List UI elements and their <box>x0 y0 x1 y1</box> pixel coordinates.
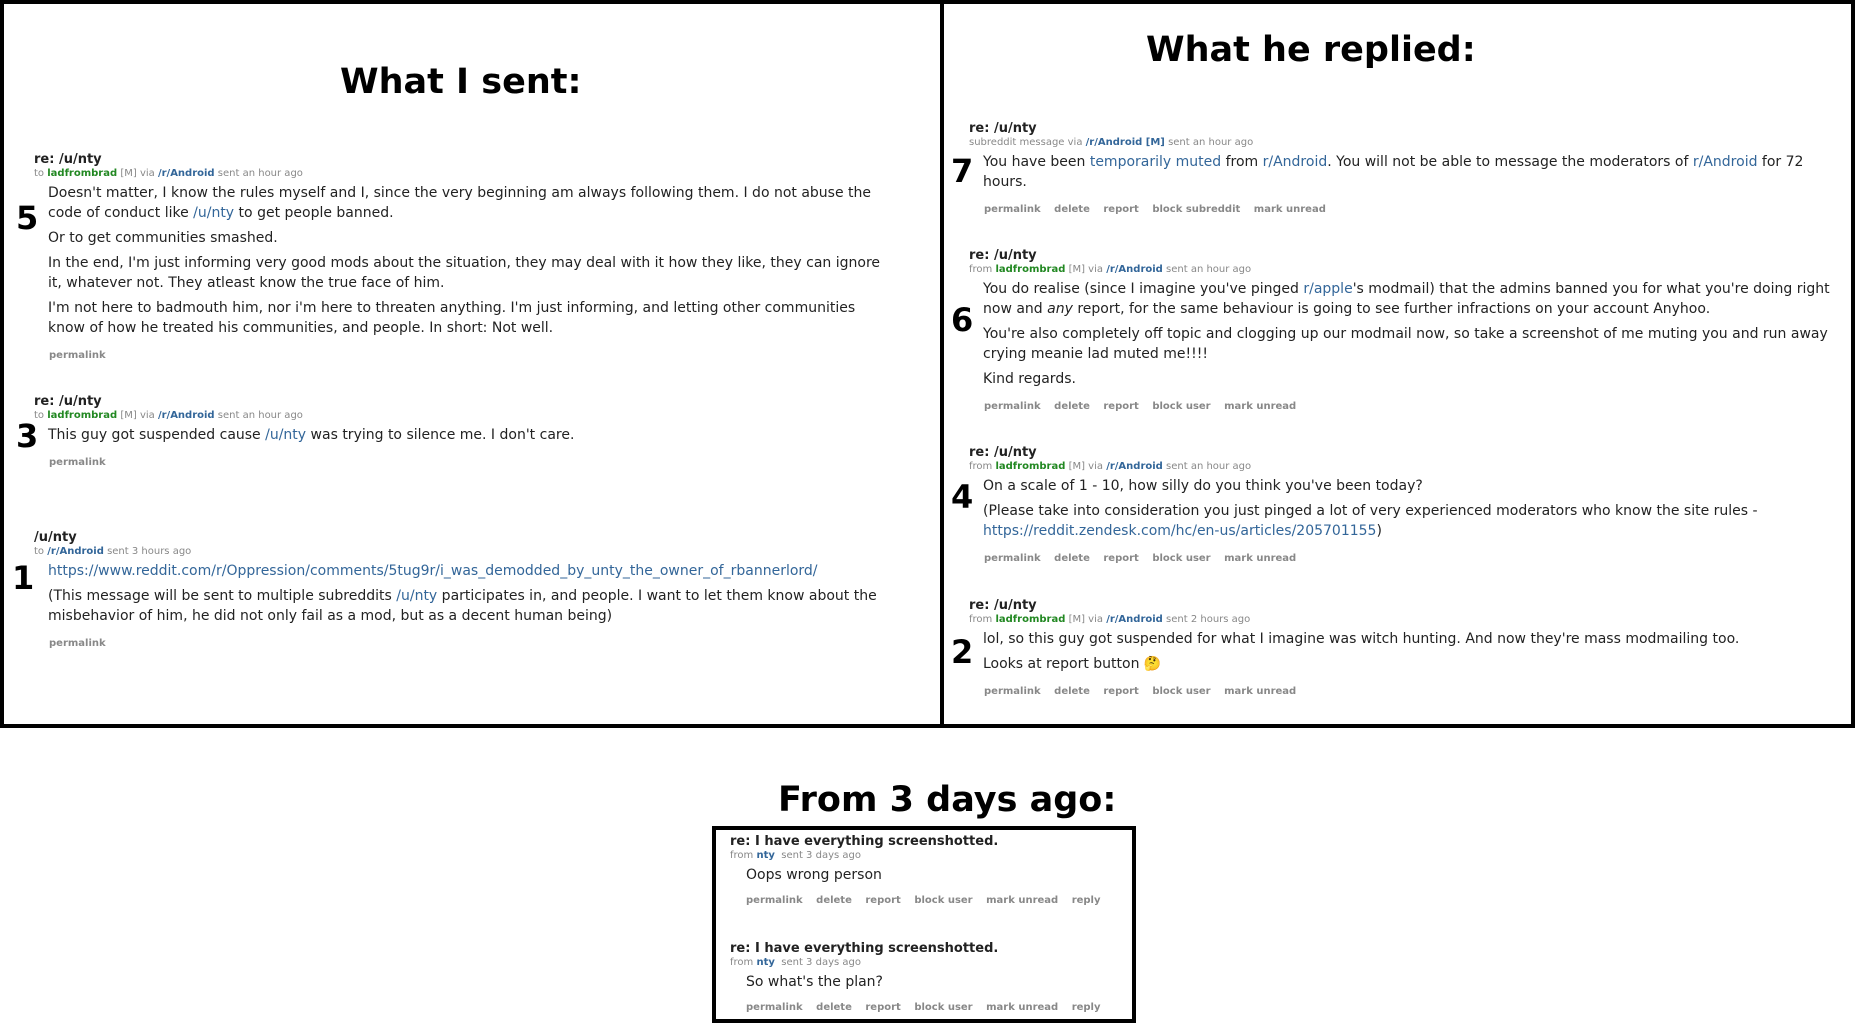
mark-unread-button[interactable]: mark unread <box>1224 401 1297 412</box>
message <box>951 121 1831 220</box>
block-user-button[interactable]: block user <box>914 895 973 906</box>
subreddit-link[interactable]: /r/Android [M] <box>1085 137 1165 148</box>
message-paragraph: You're also completely off topic and clogging up our modmail now, so take a screenshot of me muting you and run away crying meanie lad muted me!!!! <box>983 326 1828 362</box>
message-paragraph: Oops wrong person <box>746 867 882 883</box>
message-number: 4 <box>951 478 974 516</box>
subreddit-link[interactable]: /r/Android <box>1106 461 1163 472</box>
post-link[interactable]: https://www.reddit.com/r/Oppression/comments/5tug9r/i_was_demodded_by_unty_the_owner_of_rbannerlord/ <box>48 563 818 579</box>
delete-button[interactable]: delete <box>816 895 852 906</box>
permalink-button[interactable]: permalink <box>984 553 1041 564</box>
block-user-button[interactable]: block user <box>1152 401 1211 412</box>
message-paragraph: So what's the plan? <box>746 974 883 990</box>
message-subject: re: I have everything screenshotted. <box>730 834 999 849</box>
subreddit-link[interactable]: r/Android <box>1262 154 1328 170</box>
reply-button[interactable]: reply <box>1071 895 1101 906</box>
message-paragraph: You have been temporarily muted from r/Android. You will not be able to message the moderators of r/Android for 72 hours. <box>983 154 1804 190</box>
message-subject: re: I have everything screenshotted. <box>730 941 999 956</box>
message-subject: /u/nty <box>34 530 77 545</box>
message-subject: re: /u/nty <box>34 152 102 167</box>
block-user-button[interactable]: block user <box>1152 553 1211 564</box>
message-paragraph: In the end, I'm just informing very good mods about the situation, they may deal with it how they like, they can ignore it, whatever not. They atleast know the true face of him. <box>48 255 881 291</box>
message-paragraph: On a scale of 1 - 10, how silly do you think you've been today? <box>983 478 1423 494</box>
message-paragraph <box>48 561 896 581</box>
subreddit-link[interactable]: /r/Android <box>1106 614 1163 625</box>
message-paragraph: Doesn't matter, I know the rules myself and I, since the very beginning am always following them. I do not abuse the code of conduct like /u/nty to get people banned. <box>48 185 872 221</box>
permalink-button[interactable]: permalink <box>49 457 106 468</box>
report-button[interactable]: report <box>1103 553 1139 564</box>
author-link[interactable]: nty <box>756 850 775 861</box>
message-meta: to /r/Android sent 3 hours ago <box>34 546 192 557</box>
author-link[interactable]: ladfrombrad <box>47 410 118 421</box>
message <box>730 941 1120 1018</box>
sent-heading: What I sent: <box>340 62 582 102</box>
message-subject: re: /u/nty <box>969 121 1037 136</box>
author-link[interactable]: ladfrombrad <box>995 264 1066 275</box>
delete-button[interactable]: delete <box>1054 553 1090 564</box>
message <box>951 598 1831 702</box>
message-number: 7 <box>951 152 974 190</box>
message-number: 3 <box>16 417 39 455</box>
subreddit-link[interactable]: r/Android <box>1692 154 1758 170</box>
message-subject: re: /u/nty <box>969 445 1037 460</box>
permalink-button[interactable]: permalink <box>984 686 1041 697</box>
message-paragraph: This guy got suspended cause /u/nty was trying to silence me. I don't care. <box>48 427 575 443</box>
message <box>16 152 896 366</box>
message <box>16 394 896 473</box>
mark-unread-button[interactable]: mark unread <box>1253 204 1326 215</box>
message-paragraph: (This message will be sent to multiple subreddits /u/nty participates in, and people. I want to let them know about the misbehavior of him, he did not only fail as a mod, but as a decent human being) <box>48 588 877 624</box>
message-meta: from ladfrombrad [M] via /r/Android sent an hour ago <box>969 264 1252 275</box>
message-meta: to ladfrombrad [M] via /r/Android sent an hour ago <box>34 168 303 179</box>
message-paragraph: Or to get communities smashed. <box>48 230 278 246</box>
block-user-button[interactable]: block user <box>1152 686 1211 697</box>
mark-unread-button[interactable]: mark unread <box>986 895 1059 906</box>
mark-unread-button[interactable]: mark unread <box>1224 553 1297 564</box>
message-meta: to ladfrombrad [M] via /r/Android sent an hour ago <box>34 410 303 421</box>
old-heading: From 3 days ago: <box>778 780 1117 820</box>
mark-unread-button[interactable]: mark unread <box>1224 686 1297 697</box>
subreddit-link[interactable]: /r/Android <box>157 410 215 421</box>
report-button[interactable]: report <box>1103 686 1139 697</box>
subreddit-link[interactable]: r/apple <box>1303 281 1353 297</box>
delete-button[interactable]: delete <box>1054 401 1090 412</box>
message-number: 2 <box>951 633 974 671</box>
author-link[interactable]: ladfrombrad <box>995 461 1066 472</box>
thinking-face-icon: 🤔 <box>1143 656 1162 672</box>
delete-button[interactable]: delete <box>1054 204 1090 215</box>
block-subreddit-button[interactable]: block subreddit <box>1152 204 1241 215</box>
message-subject: re: /u/nty <box>34 394 102 409</box>
author-link[interactable]: ladfrombrad <box>995 614 1066 625</box>
subreddit-link[interactable]: /r/Android <box>157 168 215 179</box>
message-number: 6 <box>951 301 974 339</box>
user-link[interactable]: /u/nty <box>193 205 235 221</box>
author-link[interactable]: nty <box>756 957 775 968</box>
permalink-button[interactable]: permalink <box>746 895 803 906</box>
subreddit-link[interactable]: /r/Android <box>47 546 104 557</box>
permalink-button[interactable]: permalink <box>49 350 106 361</box>
report-button[interactable]: report <box>1103 401 1139 412</box>
message-paragraph: I'm not here to badmouth him, nor i'm here to threaten anything. I'm just informing, and letting other communities know of how he treated his communities, and people. In short: Not well. <box>48 300 856 336</box>
block-user-button[interactable]: block user <box>914 1002 973 1013</box>
message-paragraph: Looks at report button 🤔 <box>983 656 1162 672</box>
replied-heading: What he replied: <box>1146 30 1476 70</box>
message <box>951 445 1831 569</box>
message <box>730 834 1120 911</box>
message-meta: from nty sent 3 days ago <box>730 850 861 861</box>
permalink-button[interactable]: permalink <box>49 638 106 649</box>
permalink-button[interactable]: permalink <box>984 204 1041 215</box>
user-link[interactable]: /u/nty <box>265 427 307 443</box>
message-meta: from nty sent 3 days ago <box>730 957 861 968</box>
message-subject: re: /u/nty <box>969 248 1037 263</box>
message-subject: re: /u/nty <box>969 598 1037 613</box>
subreddit-link[interactable]: /r/Android <box>1106 264 1163 275</box>
message <box>951 248 1831 417</box>
delete-button[interactable]: delete <box>816 1002 852 1013</box>
muted-link[interactable]: temporarily muted <box>1089 154 1222 170</box>
report-button[interactable]: report <box>865 895 901 906</box>
message-paragraph: You do realise (since I imagine you've pinged r/apple's modmail) that the admins banned you for what you're doing right now and any report, for the same behaviour is going to see further infractions on your account Anyhoo. <box>983 281 1830 317</box>
message-meta: subreddit message via /r/Android [M] sent an hour ago <box>969 137 1254 148</box>
message-number: 1 <box>12 559 35 597</box>
report-button[interactable]: report <box>865 1002 901 1013</box>
author-link[interactable]: ladfrombrad <box>47 168 118 179</box>
zendesk-link[interactable]: https://reddit.zendesk.com/hc/en-us/articles/205701155 <box>983 523 1377 539</box>
message-meta: from ladfrombrad [M] via /r/Android sent an hour ago <box>969 461 1252 472</box>
message-paragraph: (Please take into consideration you just pinged a lot of very experienced moderators who know the site rules - https://reddit.zendesk.com/hc/en-us/articles/205701155) <box>983 503 1758 539</box>
permalink-button[interactable]: permalink <box>984 401 1041 412</box>
message <box>12 530 896 654</box>
delete-button[interactable]: delete <box>1054 686 1090 697</box>
message-number: 5 <box>16 199 39 237</box>
message-paragraph: Kind regards. <box>983 371 1076 387</box>
message-paragraph: lol, so this guy got suspended for what I imagine was witch hunting. And now they're mass modmailing too. <box>983 631 1740 647</box>
permalink-button[interactable]: permalink <box>746 1002 803 1013</box>
report-button[interactable]: report <box>1103 204 1139 215</box>
mark-unread-button[interactable]: mark unread <box>986 1002 1059 1013</box>
message-meta: from ladfrombrad [M] via /r/Android sent 2 hours ago <box>969 614 1251 625</box>
user-link[interactable]: /u/nty <box>396 588 438 604</box>
reply-button[interactable]: reply <box>1071 1002 1101 1013</box>
